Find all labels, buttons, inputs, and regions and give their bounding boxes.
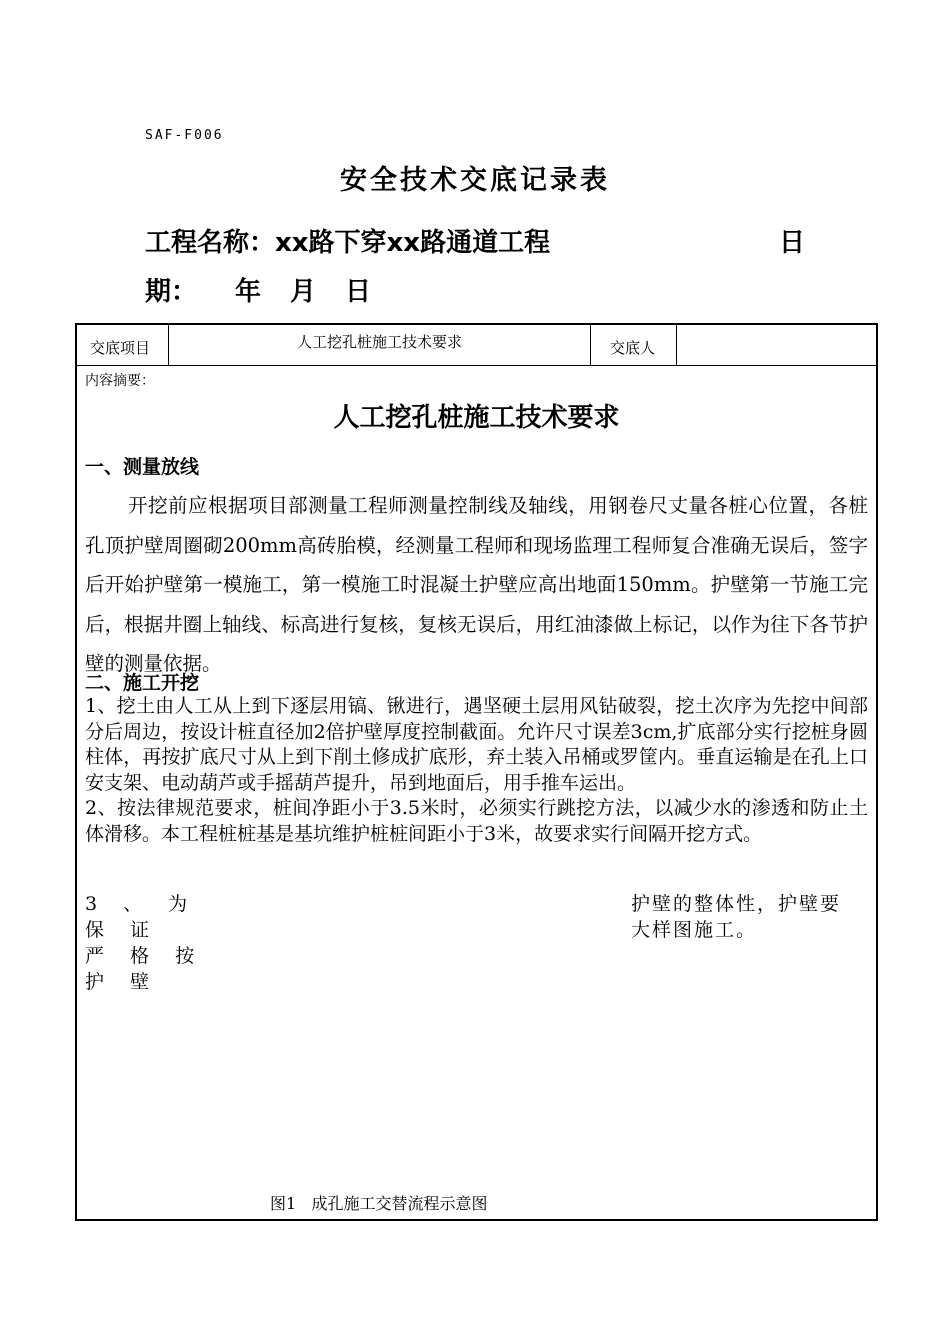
item-3-left-line-1: 3 、 为 保 证 (85, 893, 198, 941)
item-value: 人工挖孔桩施工技术要求 (169, 325, 591, 365)
section-1-heading: 一、测量放线 (85, 456, 200, 478)
document-title: 人工挖孔桩施工技术要求 (333, 403, 620, 433)
project-name: 工程名称：xx路下穿xx路通道工程 (145, 228, 551, 258)
date-day: 日 (345, 277, 372, 307)
section-2-item-1: 1、挖土由人工从上到下逐层用镐、锹进行，遇坚硬土层用风钻破裂，挖土次序为先挖中间部分后周边，按设计桩直径加2倍护壁厚度控制截面。允许尺寸误差3cm,扩底部分实行挖桩身圆柱体，再按扩底尺寸从上到下削土修成扩底形，弃土装入吊桶或罗筐内。垂直运输是在孔上口安支架、电动葫芦或手摇葫芦提升，吊到地面后，用手推车运出。 (85, 695, 868, 794)
record-sheet (75, 323, 878, 1221)
section-2-content (85, 694, 868, 847)
date-line (145, 271, 371, 308)
section-2-item-2: 2、按法律规范要求，桩间净距小于3.5米时，必须实行跳挖方法，以减少水的渗透和防止土体滑移。本工程桩桩基是基坑维护桩桩间距小于3米，故要求实行间隔开挖方式。 (85, 797, 868, 845)
section-2-item-3-right (631, 891, 871, 943)
date-label-start: 日 (778, 228, 805, 258)
project-line (145, 222, 805, 259)
header-row (77, 325, 876, 366)
item-label: 交底项目 (77, 325, 169, 365)
form-code: SAF-F006 (145, 128, 224, 143)
date-year: 年 (235, 277, 262, 307)
figure-caption: 图1 成孔施工交替流程示意图 (270, 1194, 488, 1213)
form-title: 安全技术交底记录表 (340, 165, 610, 196)
person-label: 交底人 (591, 325, 677, 365)
item-3-right-line-2: 大样图施工。 (631, 919, 758, 941)
date-prefix: 期： (145, 277, 198, 307)
item-3-left-line-2: 严 格 按 护 壁 (85, 945, 205, 993)
section-1-text: 开挖前应根据项目部测量工程师测量控制线及轴线，用钢卷尺丈量各桩心位置，各桩孔顶护壁周圈砌200mm高砖胎模，经测量工程师和现场监理工程师复合准确无误后，签字后开始护壁第一模施工，第一模施工时混凝土护壁应高出地面150mm。护壁第一节施工完后，根据井圈上轴线、标高进行复核，复核无误后，用红油漆做上标记，以作为往下各节护壁的测量依据。 (85, 494, 868, 675)
section-2-item-3-left (85, 891, 235, 995)
section-2-heading: 二、施工开挖 (85, 672, 200, 694)
summary-label: 内容摘要： (85, 373, 155, 389)
date-month: 月 (290, 277, 317, 307)
item-3-right-line-1: 护壁的整体性，护壁要 (631, 893, 842, 915)
person-value (677, 325, 876, 365)
